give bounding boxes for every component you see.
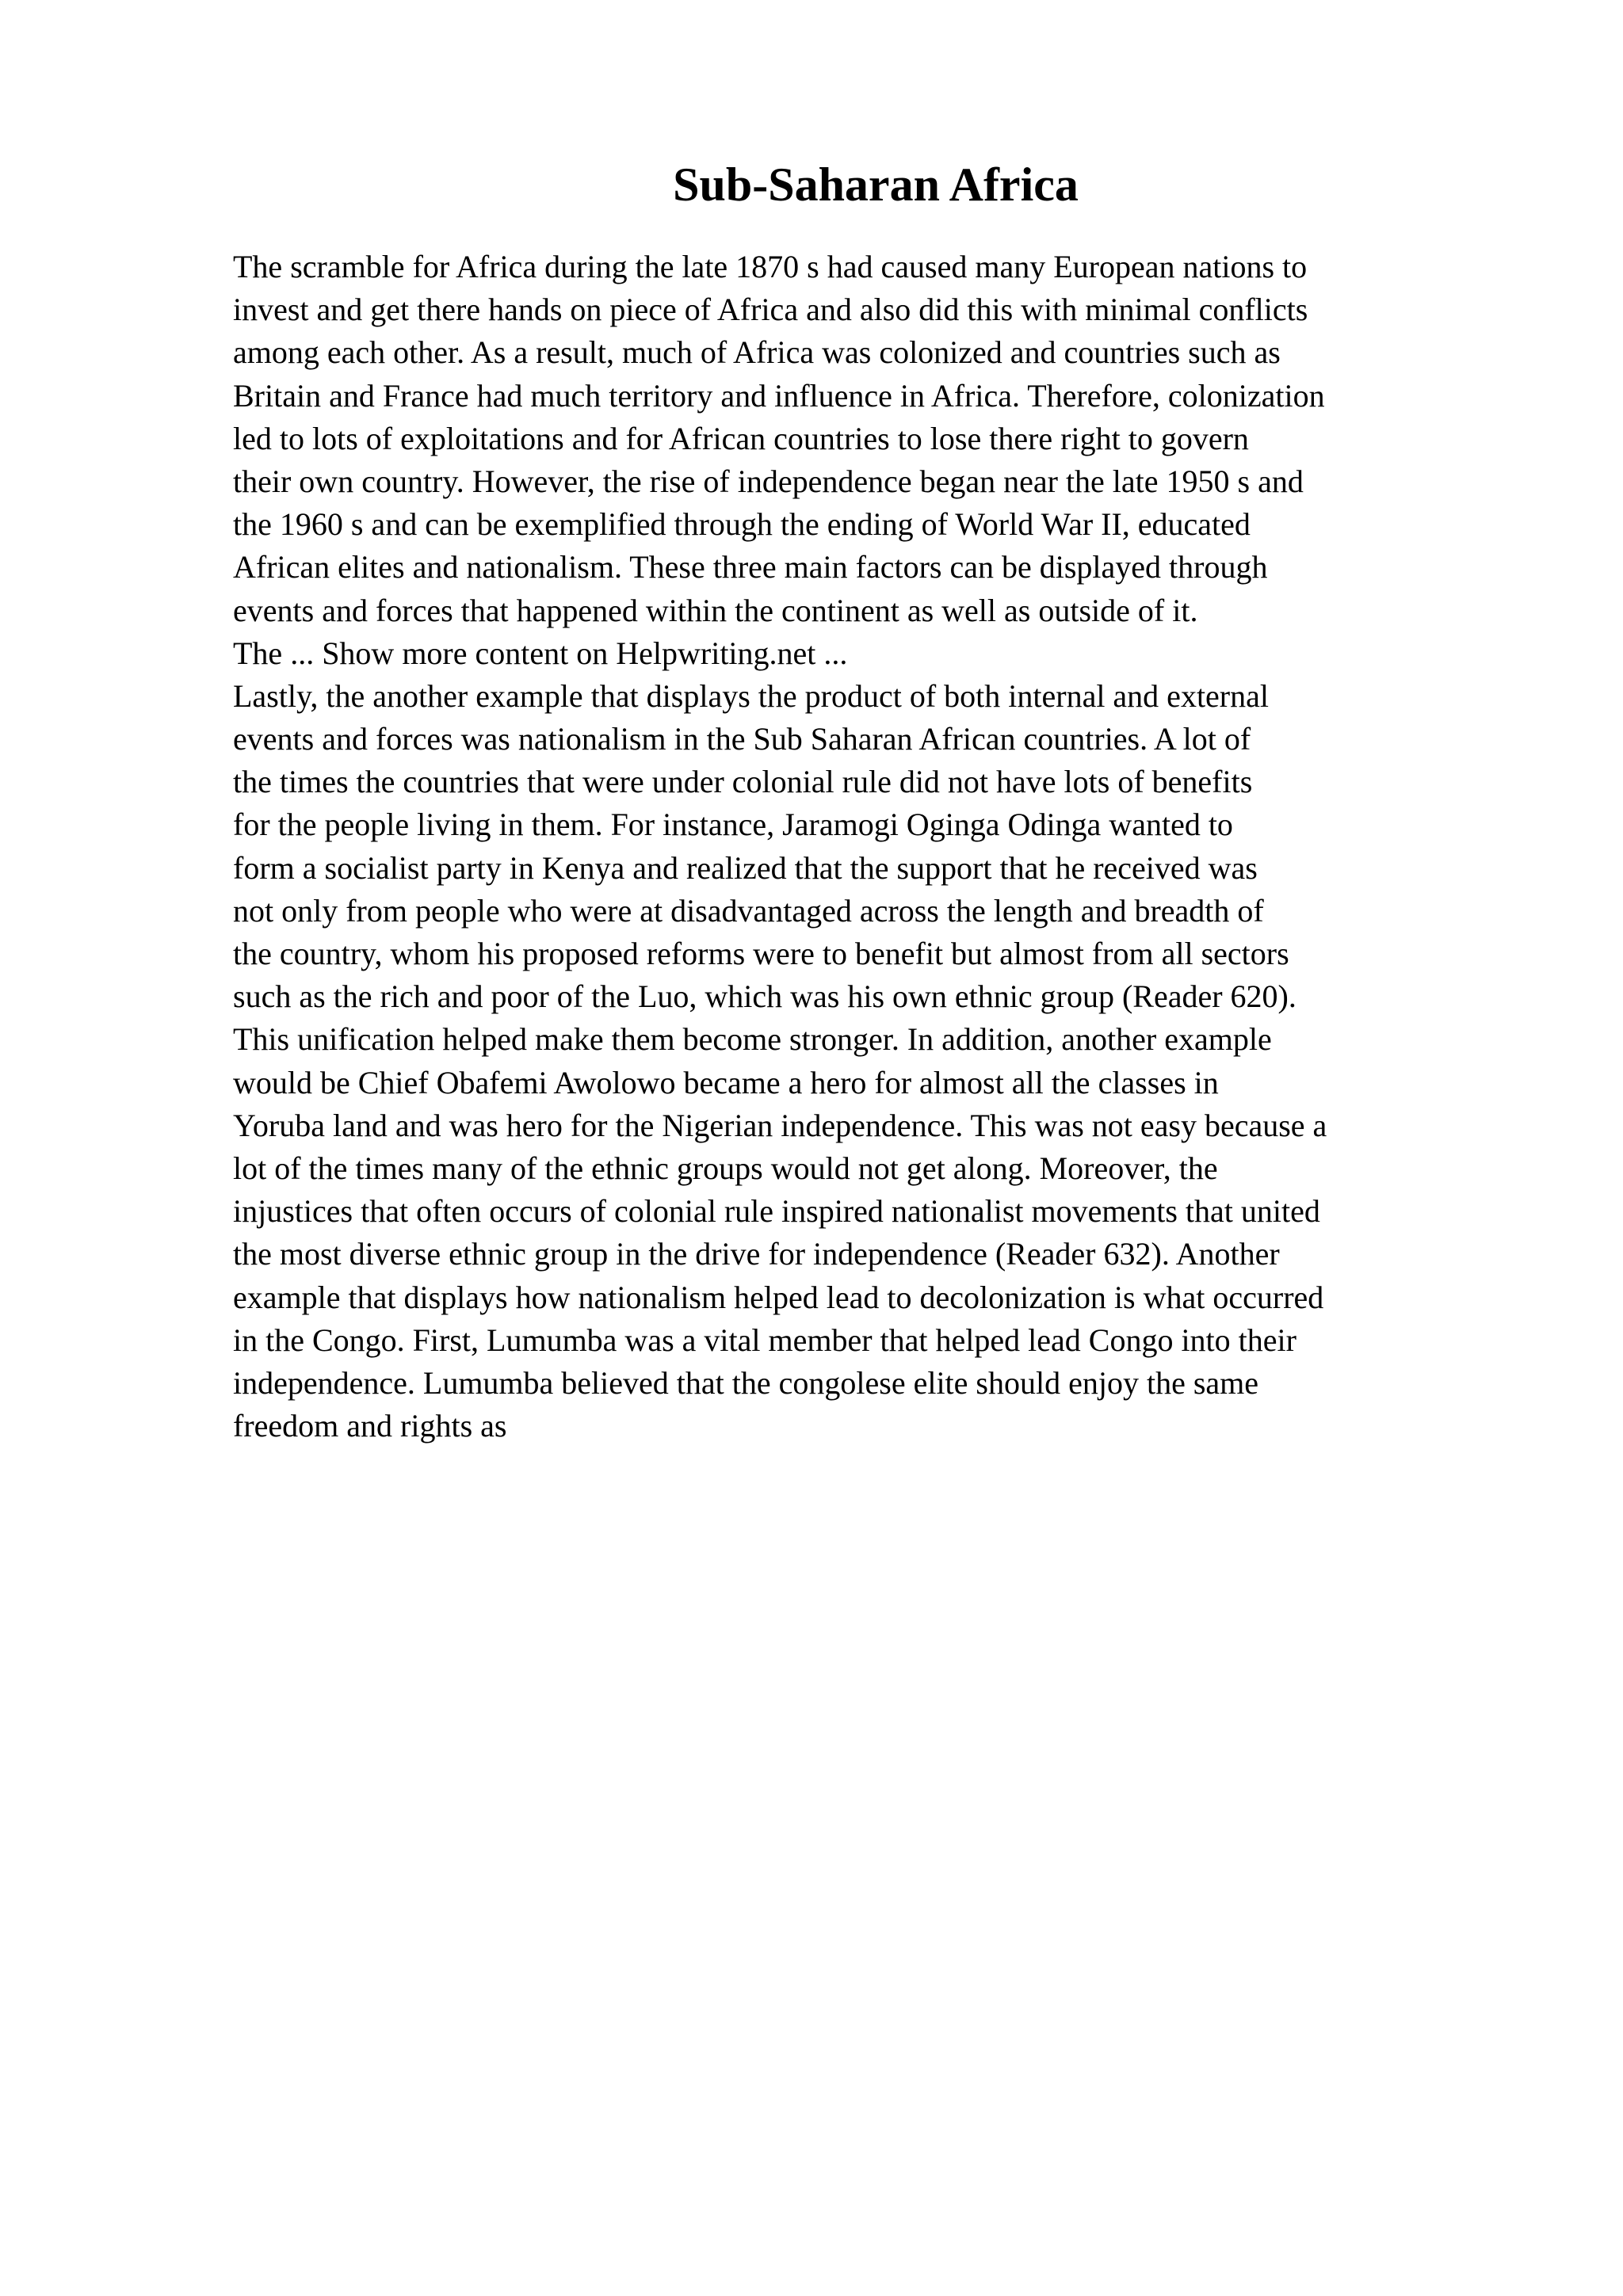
document-body [233, 246, 1596, 1447]
body-line: the 1960 s and can be exemplified through the ending of World War II, educated [233, 506, 1251, 543]
body-line: lot of the times many of the ethnic groups would not get along. Moreover, the [233, 1150, 1218, 1186]
body-line: events and forces that happened within the continent as well as outside of it. [233, 592, 1198, 628]
body-line: African elites and nationalism. These three main factors can be displayed through [233, 549, 1268, 585]
body-line: form a socialist party in Kenya and realized that the support that he received was [233, 849, 1258, 886]
body-line: Britain and France had much territory and influence in Africa. Therefore, colonization [233, 377, 1325, 414]
body-line: injustices that often occurs of colonial rule inspired nationalist movements that united [233, 1193, 1320, 1230]
body-line: the country, whom his proposed reforms were to benefit but almost from all sectors [233, 936, 1289, 971]
body-line: example that displays how nationalism helped lead to decolonization is what occurred [233, 1279, 1324, 1315]
document-title: Sub-Saharan Africa [673, 158, 1079, 211]
body-line: The scramble for Africa during the late 1870 s had caused many European nations to [233, 249, 1308, 284]
show-more-line: The ... Show more content on Helpwriting.net ... [233, 635, 848, 671]
body-line: their own country. However, the rise of independence began near the late 1950 s and [233, 463, 1304, 499]
body-line: This unification helped make them become stronger. In addition, another example [233, 1021, 1272, 1058]
body-line: Lastly, the another example that displays the product of both internal and external [233, 677, 1269, 714]
body-line: such as the rich and poor of the Luo, which was his own ethnic group (Reader 620). [233, 978, 1296, 1015]
body-line: among each other. As a result, much of Africa was colonized and countries such as [233, 334, 1281, 371]
body-line: would be Chief Obafemi Awolowo became a hero for almost all the classes in [233, 1064, 1219, 1100]
body-line: in the Congo. First, Lumumba was a vital member that helped lead Congo into their [233, 1322, 1296, 1358]
body-line: independence. Lumumba believed that the congolese elite should enjoy the same [233, 1364, 1259, 1401]
body-line: events and forces was nationalism in the Sub Saharan African countries. A lot of [233, 721, 1251, 757]
body-line: the most diverse ethnic group in the drive for independence (Reader 632). Another [233, 1236, 1280, 1272]
body-line: freedom and rights as [233, 1408, 507, 1444]
body-line: not only from people who were at disadvantaged across the length and breadth of [233, 892, 1264, 929]
body-line: Yoruba land and was hero for the Nigerian independence. This was not easy because a [233, 1107, 1327, 1143]
body-line: led to lots of exploitations and for African countries to lose there right to govern [233, 420, 1249, 456]
body-line: invest and get there hands on piece of Africa and also did this with minimal conflicts [233, 292, 1308, 328]
body-line: the times the countries that were under colonial rule did not have lots of benefits [233, 764, 1253, 800]
body-line: for the people living in them. For instance, Jaramogi Oginga Odinga wanted to [233, 807, 1233, 843]
